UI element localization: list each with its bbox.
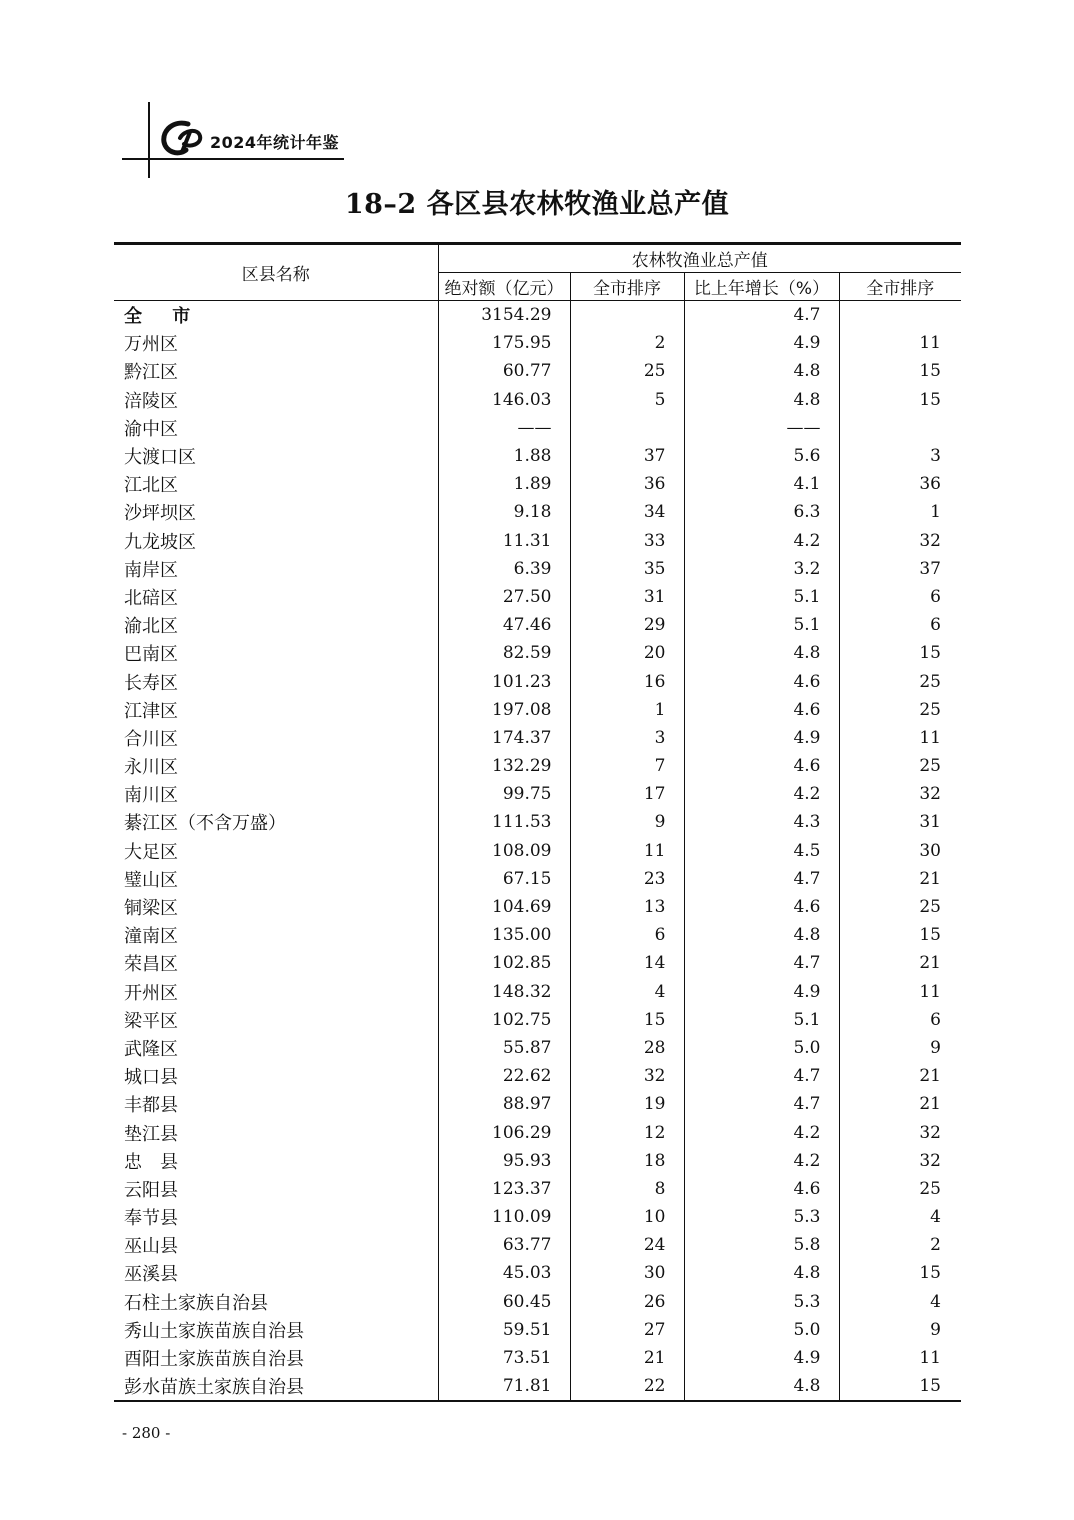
district-name-cell: 荣昌区: [124, 954, 178, 976]
absolute-value-cell: 60.77: [438, 357, 570, 385]
district-name-cell: 巴南区: [124, 644, 178, 666]
growth-cell: 4.8: [684, 386, 839, 414]
growth-rank-cell: 25: [839, 667, 961, 695]
rank-cell: 15: [570, 1006, 684, 1034]
growth-cell: 4.3: [684, 808, 839, 836]
rank-cell: 26: [570, 1288, 684, 1316]
growth-cell: 4.2: [684, 1118, 839, 1146]
absolute-value-cell: 108.09: [438, 837, 570, 865]
growth-cell: 5.1: [684, 611, 839, 639]
rank-cell: 1: [570, 696, 684, 724]
rank-cell: 22: [570, 1372, 684, 1401]
growth-rank-cell: 32: [839, 527, 961, 555]
absolute-value-cell: 59.51: [438, 1316, 570, 1344]
rank-cell: 33: [570, 527, 684, 555]
district-name-cell: 江北区: [124, 475, 178, 497]
district-name-cell: 云阳县: [124, 1179, 178, 1201]
growth-cell: 4.6: [684, 752, 839, 780]
table-row: [114, 1118, 961, 1146]
table-row: [114, 780, 961, 808]
absolute-value-cell: 55.87: [438, 1034, 570, 1062]
absolute-value-cell: ——: [438, 414, 570, 442]
growth-cell: 4.6: [684, 696, 839, 724]
growth-cell: 4.7: [684, 1090, 839, 1118]
table-row: [114, 301, 961, 330]
rank-cell: 12: [570, 1118, 684, 1146]
absolute-value-cell: 71.81: [438, 1372, 570, 1401]
growth-rank-cell: 25: [839, 893, 961, 921]
rank-cell: 31: [570, 583, 684, 611]
growth-rank-cell: 11: [839, 724, 961, 752]
growth-rank-cell: 6: [839, 1006, 961, 1034]
absolute-value-cell: 95.93: [438, 1147, 570, 1175]
growth-cell: 5.6: [684, 442, 839, 470]
growth-rank-cell: 25: [839, 752, 961, 780]
growth-cell: 5.3: [684, 1288, 839, 1316]
absolute-value-cell: 73.51: [438, 1344, 570, 1372]
rank-cell: 2: [570, 329, 684, 357]
table-row: [114, 865, 961, 893]
table-row: [114, 611, 961, 639]
growth-cell: 4.1: [684, 470, 839, 498]
table-row: [114, 752, 961, 780]
column-header-rank: 全市排序: [570, 273, 684, 301]
growth-cell: 4.7: [684, 301, 839, 330]
district-name-cell: 大足区: [124, 841, 178, 863]
rank-cell: 11: [570, 837, 684, 865]
growth-rank-cell: 15: [839, 921, 961, 949]
district-name-cell: 梁平区: [124, 1010, 178, 1032]
table-row: [114, 329, 961, 357]
absolute-value-cell: 3154.29: [438, 301, 570, 330]
table-row: [114, 1231, 961, 1259]
absolute-value-cell: 102.85: [438, 949, 570, 977]
rank-cell: 32: [570, 1062, 684, 1090]
table-row: [114, 949, 961, 977]
district-name-cell: 大渡口区: [124, 447, 196, 469]
district-name-cell: 沙坪坝区: [124, 503, 196, 525]
rank-cell: 8: [570, 1175, 684, 1203]
rank-cell: 36: [570, 470, 684, 498]
district-name-cell: 璧山区: [124, 869, 178, 891]
table-row: [114, 442, 961, 470]
table-row: [114, 470, 961, 498]
district-name-cell: 忠 县: [124, 1151, 178, 1173]
growth-rank-cell: 21: [839, 949, 961, 977]
column-header-growth-rank: 全市排序: [839, 273, 961, 301]
rank-cell: 6: [570, 921, 684, 949]
absolute-value-cell: 1.88: [438, 442, 570, 470]
growth-cell: 5.0: [684, 1316, 839, 1344]
growth-cell: 4.9: [684, 329, 839, 357]
rank-cell: 10: [570, 1203, 684, 1231]
column-header-growth: 比上年增长（%）: [684, 273, 839, 301]
growth-cell: 5.8: [684, 1231, 839, 1259]
header-vertical-rule: [148, 102, 150, 178]
rank-cell: 18: [570, 1147, 684, 1175]
growth-cell: 3.2: [684, 555, 839, 583]
growth-rank-cell: 21: [839, 1062, 961, 1090]
table-row: [114, 921, 961, 949]
table-row: [114, 639, 961, 667]
page-title: 18–2 各区县农林牧渔业总产值: [344, 189, 730, 220]
district-name-cell: 城口县: [124, 1067, 178, 1089]
page-number: - 280 -: [122, 1424, 171, 1442]
rank-cell: 34: [570, 498, 684, 526]
growth-cell: 5.3: [684, 1203, 839, 1231]
district-name-cell: 酉阳土家族苗族自治县: [124, 1349, 304, 1371]
growth-rank-cell: 1: [839, 498, 961, 526]
district-name-cell: 巫溪县: [124, 1264, 178, 1286]
district-name-cell: 石柱土家族自治县: [124, 1292, 268, 1314]
district-name-cell: 垫江县: [124, 1123, 178, 1145]
growth-cell: 4.8: [684, 921, 839, 949]
district-name-cell: 合川区: [124, 728, 178, 750]
growth-rank-cell: 21: [839, 1090, 961, 1118]
absolute-value-cell: 111.53: [438, 808, 570, 836]
absolute-value-cell: 104.69: [438, 893, 570, 921]
table-row: [114, 357, 961, 385]
absolute-value-cell: 67.15: [438, 865, 570, 893]
table-row: [114, 1288, 961, 1316]
district-name-cell: 彭水苗族土家族自治县: [114, 1372, 438, 1401]
district-name-cell: 綦江区（不含万盛）: [124, 813, 286, 835]
absolute-value-cell: 123.37: [438, 1175, 570, 1203]
table-row: [114, 555, 961, 583]
table-row: [114, 667, 961, 695]
absolute-value-cell: 132.29: [438, 752, 570, 780]
table-row: [114, 498, 961, 526]
growth-cell: 4.9: [684, 724, 839, 752]
rank-cell: 7: [570, 752, 684, 780]
growth-rank-cell: [839, 414, 961, 442]
absolute-value-cell: 6.39: [438, 555, 570, 583]
table-row: [114, 1259, 961, 1287]
growth-rank-cell: 15: [839, 1259, 961, 1287]
output-value-table: [114, 242, 961, 1402]
absolute-value-cell: 106.29: [438, 1118, 570, 1146]
rank-cell: 16: [570, 667, 684, 695]
rank-cell: 24: [570, 1231, 684, 1259]
absolute-value-cell: 82.59: [438, 639, 570, 667]
rank-cell: 4: [570, 978, 684, 1006]
absolute-value-cell: 135.00: [438, 921, 570, 949]
growth-cell: 6.3: [684, 498, 839, 526]
growth-rank-cell: 11: [839, 1344, 961, 1372]
absolute-value-cell: 148.32: [438, 978, 570, 1006]
absolute-value-cell: 175.95: [438, 329, 570, 357]
table-row: [114, 808, 961, 836]
growth-cell: 5.0: [684, 1034, 839, 1062]
table-row: [114, 1034, 961, 1062]
rank-cell: 5: [570, 386, 684, 414]
rank-cell: 17: [570, 780, 684, 808]
absolute-value-cell: 47.46: [438, 611, 570, 639]
rank-cell: 3: [570, 724, 684, 752]
growth-cell: 5.1: [684, 1006, 839, 1034]
rank-cell: 21: [570, 1344, 684, 1372]
absolute-value-cell: 27.50: [438, 583, 570, 611]
district-name-cell: 秀山土家族苗族自治县: [124, 1320, 304, 1342]
growth-rank-cell: 4: [839, 1203, 961, 1231]
district-name-cell: 潼南区: [124, 926, 178, 948]
growth-cell: 4.2: [684, 780, 839, 808]
growth-cell: 4.6: [684, 667, 839, 695]
absolute-value-cell: 11.31: [438, 527, 570, 555]
growth-cell: 4.2: [684, 527, 839, 555]
growth-rank-cell: 11: [839, 329, 961, 357]
growth-rank-cell: 6: [839, 583, 961, 611]
growth-rank-cell: 9: [839, 1316, 961, 1344]
rank-cell: 37: [570, 442, 684, 470]
rank-cell: 29: [570, 611, 684, 639]
table-row: [114, 837, 961, 865]
table-row: [114, 696, 961, 724]
growth-cell: 4.9: [684, 978, 839, 1006]
absolute-value-cell: 110.09: [438, 1203, 570, 1231]
district-name-cell: 武隆区: [124, 1038, 178, 1060]
district-name-cell: 全 市: [124, 306, 203, 328]
growth-rank-cell: 36: [839, 470, 961, 498]
rank-cell: 19: [570, 1090, 684, 1118]
growth-rank-cell: 21: [839, 865, 961, 893]
rank-cell: 20: [570, 639, 684, 667]
table-row: [114, 1147, 961, 1175]
table-row: [114, 1316, 961, 1344]
district-name-cell: 铜梁区: [124, 898, 178, 920]
absolute-value-cell: 102.75: [438, 1006, 570, 1034]
table-row: [114, 583, 961, 611]
absolute-value-cell: 9.18: [438, 498, 570, 526]
yearbook-label: 2024年统计年鉴: [210, 133, 340, 152]
district-name-cell: 北碚区: [124, 587, 178, 609]
rank-cell: 30: [570, 1259, 684, 1287]
district-name-cell: 涪陵区: [124, 390, 178, 412]
growth-cell: 4.5: [684, 837, 839, 865]
rank-cell: 35: [570, 555, 684, 583]
absolute-value-cell: 22.62: [438, 1062, 570, 1090]
growth-cell: ——: [684, 414, 839, 442]
table-row: [114, 1372, 961, 1401]
growth-cell: 4.7: [684, 949, 839, 977]
growth-cell: 4.6: [684, 1175, 839, 1203]
table-row: [114, 386, 961, 414]
growth-rank-cell: 32: [839, 780, 961, 808]
growth-rank-cell: 32: [839, 1147, 961, 1175]
growth-rank-cell: 37: [839, 555, 961, 583]
table-row: [114, 978, 961, 1006]
growth-rank-cell: 4: [839, 1288, 961, 1316]
growth-cell: 4.6: [684, 893, 839, 921]
table-row: [114, 1062, 961, 1090]
growth-rank-cell: 6: [839, 611, 961, 639]
table-row: [114, 1006, 961, 1034]
district-name-cell: 永川区: [124, 757, 178, 779]
growth-rank-cell: 9: [839, 1034, 961, 1062]
absolute-value-cell: 63.77: [438, 1231, 570, 1259]
growth-rank-cell: 15: [839, 386, 961, 414]
growth-cell: 4.8: [684, 1372, 839, 1401]
district-name-cell: 南川区: [124, 785, 178, 807]
growth-rank-cell: 31: [839, 808, 961, 836]
growth-rank-cell: [839, 301, 961, 330]
district-name-cell: 奉节县: [124, 1208, 178, 1230]
absolute-value-cell: 197.08: [438, 696, 570, 724]
growth-rank-cell: 11: [839, 978, 961, 1006]
table-row: [114, 1175, 961, 1203]
rank-cell: 14: [570, 949, 684, 977]
growth-cell: 4.7: [684, 865, 839, 893]
table-row: [114, 1090, 961, 1118]
absolute-value-cell: 88.97: [438, 1090, 570, 1118]
table-row: [114, 527, 961, 555]
absolute-value-cell: 101.23: [438, 667, 570, 695]
growth-rank-cell: 3: [839, 442, 961, 470]
growth-rank-cell: 25: [839, 1175, 961, 1203]
district-name-cell: 南岸区: [124, 559, 178, 581]
growth-rank-cell: 32: [839, 1118, 961, 1146]
rank-cell: 28: [570, 1034, 684, 1062]
district-name-cell: 万州区: [124, 334, 178, 356]
growth-rank-cell: 15: [839, 1372, 961, 1401]
growth-cell: 4.8: [684, 639, 839, 667]
district-name-cell: 长寿区: [124, 672, 178, 694]
rank-cell: [570, 414, 684, 442]
growth-cell: 4.8: [684, 1259, 839, 1287]
district-name-cell: 江津区: [124, 700, 178, 722]
absolute-value-cell: 174.37: [438, 724, 570, 752]
table-row: [114, 414, 961, 442]
district-name-cell: 渝北区: [124, 616, 178, 638]
table-row: [114, 1203, 961, 1231]
district-name-cell: 丰都县: [124, 1095, 178, 1117]
yearbook-logo-icon: [160, 118, 204, 158]
growth-cell: 4.2: [684, 1147, 839, 1175]
rank-cell: 23: [570, 865, 684, 893]
rank-cell: [570, 301, 684, 330]
district-name-cell: 九龙坡区: [124, 531, 196, 553]
district-name-cell: 开州区: [124, 982, 178, 1004]
absolute-value-cell: 146.03: [438, 386, 570, 414]
absolute-value-cell: 99.75: [438, 780, 570, 808]
column-group-header: 农林牧渔业总产值: [438, 244, 961, 273]
absolute-value-cell: 60.45: [438, 1288, 570, 1316]
rank-cell: 27: [570, 1316, 684, 1344]
absolute-value-cell: 45.03: [438, 1259, 570, 1287]
growth-cell: 4.7: [684, 1062, 839, 1090]
column-header-absolute: 绝对额（亿元）: [438, 273, 570, 301]
rank-cell: 25: [570, 357, 684, 385]
header-horizontal-rule: [122, 158, 344, 160]
table-row: [114, 724, 961, 752]
growth-cell: 4.9: [684, 1344, 839, 1372]
column-header-district: 区县名称: [114, 244, 438, 301]
table-row: [114, 1344, 961, 1372]
absolute-value-cell: 1.89: [438, 470, 570, 498]
growth-cell: 4.8: [684, 357, 839, 385]
growth-rank-cell: 25: [839, 696, 961, 724]
district-name-cell: 渝中区: [124, 418, 178, 440]
rank-cell: 13: [570, 893, 684, 921]
growth-rank-cell: 15: [839, 357, 961, 385]
growth-cell: 5.1: [684, 583, 839, 611]
growth-rank-cell: 15: [839, 639, 961, 667]
district-name-cell: 黔江区: [124, 362, 178, 384]
growth-rank-cell: 30: [839, 837, 961, 865]
rank-cell: 9: [570, 808, 684, 836]
table-row: [114, 893, 961, 921]
table-body: [114, 301, 961, 1402]
district-name-cell: 巫山县: [124, 1236, 178, 1258]
growth-rank-cell: 2: [839, 1231, 961, 1259]
